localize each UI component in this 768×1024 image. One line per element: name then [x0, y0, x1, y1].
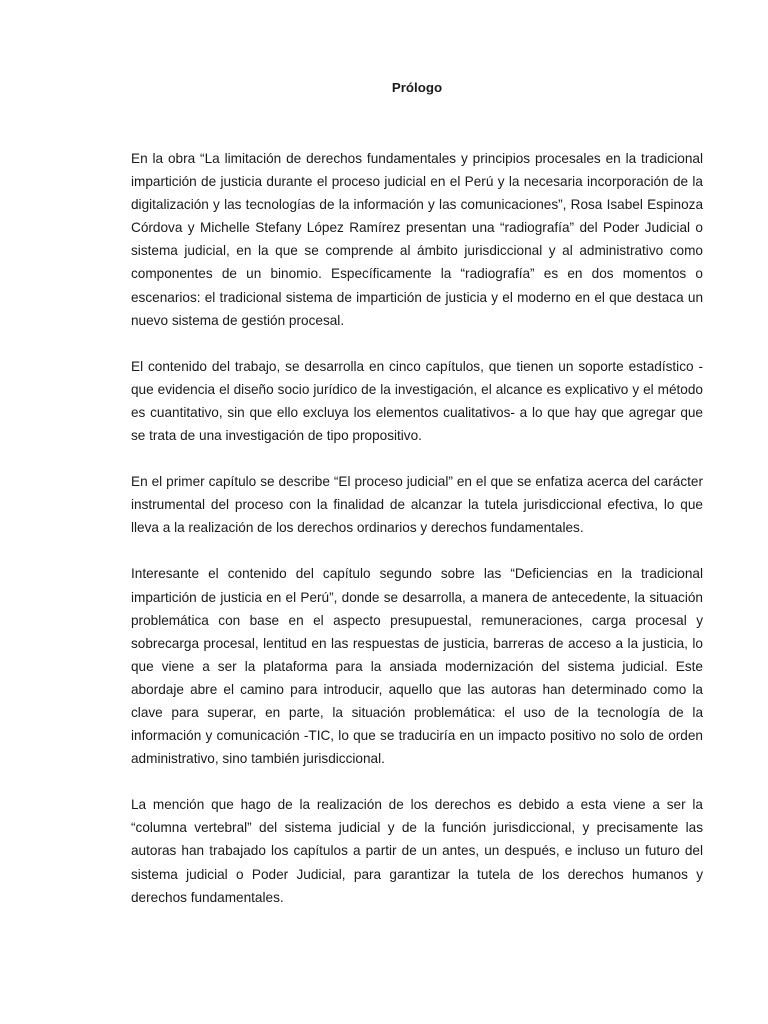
- paragraph-4: Interesante el contenido del capítulo segundo sobre las “Deficiencias en la tradicional impartición de justicia en el Perú”, donde se desarrolla, a manera de antecedente, la situación problemática con base en el aspecto presupuestal, remuneraciones, carga procesal y sobrecarga procesal, lentitud en las respuestas de justicia, barreras de acceso a la justicia, lo que viene a ser la plataforma para la ansiada modernización del sistema judicial. Este abordaje abre el camino para introducir, aquello que las autoras han determinado como la clave para superar, en parte, la situación problemática: el uso de la tecnología de la información y comunicación -TIC, lo que se traduciría en un impacto positivo no solo de orden administrativo, sino también jurisdiccional.: [131, 566, 703, 767]
- paragraph-3: En el primer capítulo se describe “El proceso judicial” en el que se enfatiza acerca del carácter instrumental del proceso con la finalidad de alcanzar la tutela jurisdiccional efectiva, lo que lleva a la realización de los derechos ordinarios y derechos fundamentales.: [131, 474, 703, 536]
- document-body: [131, 147, 703, 932]
- page-title: Prólogo: [391, 80, 443, 95]
- paragraph-1: En la obra “La limitación de derechos fundamentales y principios procesales en la tradicional impartición de justicia durante el proceso judicial en el Perú y la necesaria incorporación de la digitalización y las tecnologías de la información y las comunicaciones”, Rosa Isabel Espinoza Córdova y Michelle Stefany López Ramírez presentan una “radiografía” del Poder Judicial o sistema judicial, en la que se comprende al ámbito jurisdiccional y al administrativo como componentes de un binomio. Específicamente la “radiografía” es en dos momentos o escenarios: el tradicional sistema de impartición de justicia y el moderno en el que destaca un nuevo sistema de gestión procesal.: [131, 151, 703, 328]
- paragraph-2: El contenido del trabajo, se desarrolla en cinco capítulos, que tienen un soporte estadístico -que evidencia el diseño socio jurídico de la investigación, el alcance es explicativo y el método es cuantitativo, sin que ello excluya los elementos cualitativos- a lo que hay que agregar que se trata de una investigación de tipo propositivo.: [131, 358, 703, 444]
- paragraph-5: La mención que hago de la realización de los derechos es debido a esta viene a ser la “columna vertebral” del sistema judicial y de la función jurisdiccional, y precisamente las autoras han trabajado los capítulos a partir de un antes, un después, e incluso un futuro del sistema judicial o Poder Judicial, para garantizar la tutela de los derechos humanos y derechos fundamentales.: [131, 797, 703, 905]
